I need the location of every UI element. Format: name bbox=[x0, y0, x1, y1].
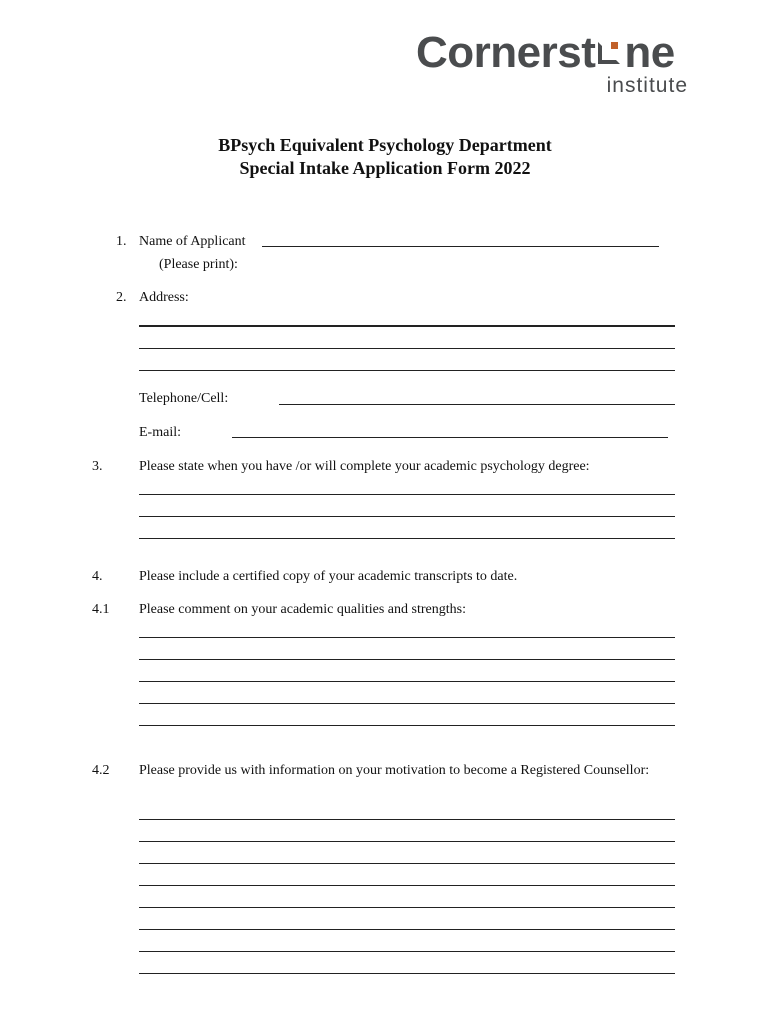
q3-number: 3. bbox=[92, 459, 103, 474]
q42-number: 4.2 bbox=[92, 763, 110, 778]
q42-answer-line[interactable] bbox=[139, 819, 675, 820]
form-title-line2: Special Intake Application Form 2022 bbox=[239, 158, 531, 178]
q42-answer-line[interactable] bbox=[139, 885, 675, 886]
q3-label: Please state when you have /or will complete your academic psychology degree: bbox=[139, 459, 590, 474]
email-label: E-mail: bbox=[139, 425, 181, 440]
q1-number: 1. bbox=[116, 234, 127, 249]
q3-answer-line[interactable] bbox=[139, 516, 675, 517]
q41-answer-line[interactable] bbox=[139, 681, 675, 682]
q42-label: Please provide us with information on your motivation to become a Registered Counsellor: bbox=[139, 763, 650, 778]
telephone-field[interactable] bbox=[279, 404, 675, 405]
q42-answer-line[interactable] bbox=[139, 907, 675, 908]
email-field[interactable] bbox=[232, 437, 668, 438]
q42-answer-line[interactable] bbox=[139, 841, 675, 842]
q3-answer-line[interactable] bbox=[139, 494, 675, 495]
q41-number: 4.1 bbox=[92, 602, 110, 617]
address-line-3[interactable] bbox=[139, 370, 675, 371]
logo-o-mark bbox=[596, 39, 623, 69]
q41-answer-line[interactable] bbox=[139, 659, 675, 660]
telephone-label: Telephone/Cell: bbox=[139, 391, 229, 406]
logo-square-icon bbox=[611, 42, 618, 49]
q4-label: Please include a certified copy of your academic transcripts to date. bbox=[139, 569, 518, 584]
q41-answer-line[interactable] bbox=[139, 703, 675, 704]
logo-wordmark: Cornerst ne bbox=[416, 28, 675, 77]
applicant-name-field[interactable] bbox=[262, 246, 659, 247]
q42-answer-line[interactable] bbox=[139, 863, 675, 864]
cornerstone-logo bbox=[416, 30, 688, 96]
q2-label: Address: bbox=[139, 290, 189, 305]
address-line-1[interactable] bbox=[139, 325, 675, 327]
form-title-line1: BPsych Equivalent Psychology Department bbox=[218, 135, 552, 155]
q42-answer-line[interactable] bbox=[139, 929, 675, 930]
q1-label: Name of Applicant bbox=[139, 234, 246, 249]
address-line-2[interactable] bbox=[139, 348, 675, 349]
q4-number: 4. bbox=[92, 569, 103, 584]
q2-number: 2. bbox=[116, 290, 127, 305]
q1-sub-label: (Please print): bbox=[159, 257, 238, 272]
q41-label: Please comment on your academic qualities and strengths: bbox=[139, 602, 466, 617]
q42-answer-line[interactable] bbox=[139, 951, 675, 952]
q41-answer-line[interactable] bbox=[139, 725, 675, 726]
q3-answer-line[interactable] bbox=[139, 538, 675, 539]
q42-answer-line[interactable] bbox=[139, 973, 675, 974]
logo-subtitle: institute bbox=[606, 74, 688, 97]
q41-answer-line[interactable] bbox=[139, 637, 675, 638]
